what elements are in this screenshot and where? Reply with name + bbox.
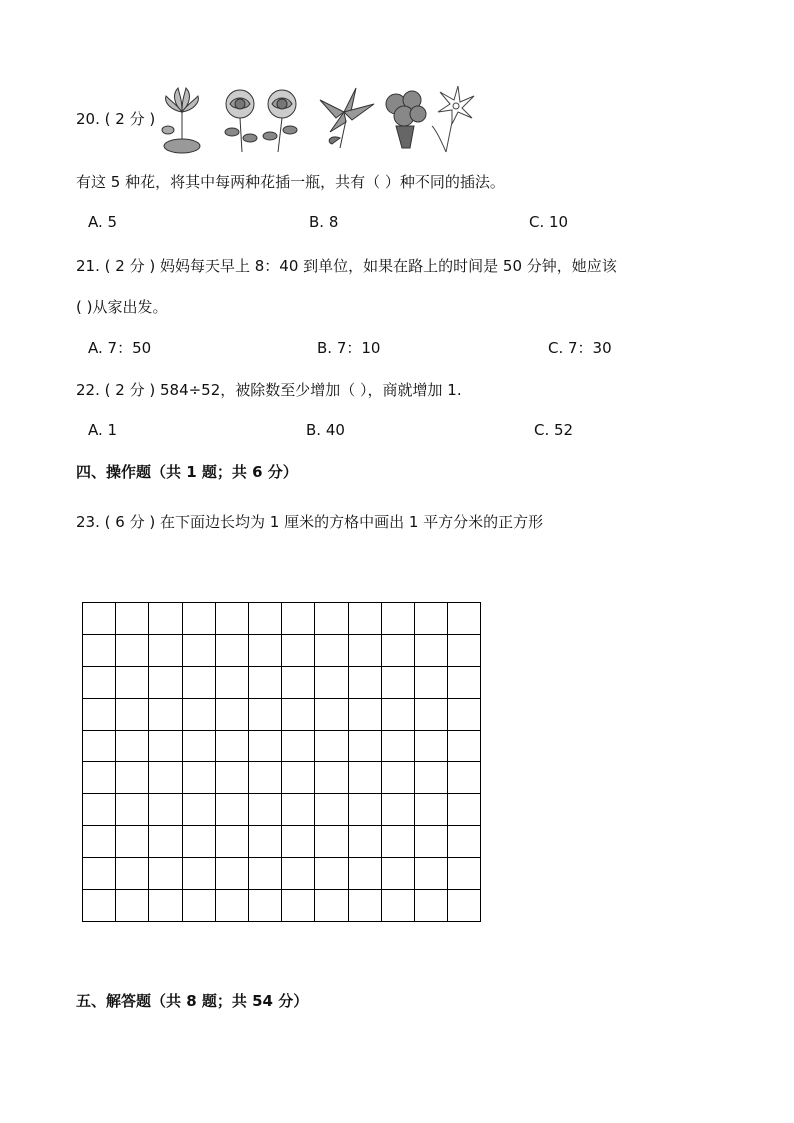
grid-cell[interactable] bbox=[348, 794, 381, 826]
grid-cell[interactable] bbox=[149, 762, 182, 794]
grid-cell[interactable] bbox=[282, 890, 315, 922]
grid-cell[interactable] bbox=[116, 603, 149, 635]
grid-cell[interactable] bbox=[149, 603, 182, 635]
question-21-line1 bbox=[76, 255, 617, 276]
q20-option-c[interactable]: C. 10 bbox=[529, 213, 569, 231]
grid-cell[interactable] bbox=[282, 666, 315, 698]
grid-cell[interactable] bbox=[414, 890, 447, 922]
grid-cell[interactable] bbox=[149, 698, 182, 730]
grid-cell[interactable] bbox=[315, 666, 348, 698]
grid-cell[interactable] bbox=[448, 890, 481, 922]
grid-cell[interactable] bbox=[83, 634, 116, 666]
question-20-header bbox=[76, 108, 155, 129]
grid-cell[interactable] bbox=[282, 858, 315, 890]
grid-cell[interactable] bbox=[215, 666, 248, 698]
rose-icon bbox=[263, 90, 297, 152]
grid-cell[interactable] bbox=[448, 762, 481, 794]
question-points: ( 2 分 ) bbox=[104, 381, 156, 399]
grid-row bbox=[83, 794, 481, 826]
grid-cell[interactable] bbox=[381, 698, 414, 730]
grid-cell[interactable] bbox=[215, 826, 248, 858]
grid-cell[interactable] bbox=[282, 762, 315, 794]
question-number: 23. bbox=[76, 513, 100, 531]
grid-cell[interactable] bbox=[248, 858, 281, 890]
grid-cell[interactable] bbox=[215, 603, 248, 635]
grid-cell[interactable] bbox=[149, 666, 182, 698]
grid-cell[interactable] bbox=[116, 762, 149, 794]
question-number: 20. bbox=[76, 110, 100, 128]
grid-cell[interactable] bbox=[248, 890, 281, 922]
grid-cell[interactable] bbox=[348, 666, 381, 698]
grid-cell[interactable] bbox=[315, 698, 348, 730]
grid-cell[interactable] bbox=[149, 858, 182, 890]
grid-cell[interactable] bbox=[116, 858, 149, 890]
grid-row bbox=[83, 858, 481, 890]
question-points: ( 2 分 ) bbox=[104, 110, 156, 128]
grid-row bbox=[83, 634, 481, 666]
grid-cell[interactable] bbox=[149, 794, 182, 826]
grid-cell[interactable] bbox=[448, 634, 481, 666]
question-23-stem: 在下面边长均为 1 厘米的方格中画出 1 平方分米的正方形 bbox=[159, 513, 544, 531]
grid-cell[interactable] bbox=[315, 890, 348, 922]
grid-cell[interactable] bbox=[381, 603, 414, 635]
question-points: ( 6 分 ) bbox=[104, 513, 156, 531]
grid-cell[interactable] bbox=[248, 603, 281, 635]
grid-cell[interactable] bbox=[348, 730, 381, 762]
grid-cell[interactable] bbox=[149, 826, 182, 858]
grid-cell[interactable] bbox=[282, 794, 315, 826]
grid-cell[interactable] bbox=[215, 730, 248, 762]
grid-cell[interactable] bbox=[381, 826, 414, 858]
grid-cell[interactable] bbox=[182, 698, 215, 730]
grid-cell[interactable] bbox=[448, 858, 481, 890]
grid-cell[interactable] bbox=[215, 634, 248, 666]
grid-cell[interactable] bbox=[116, 826, 149, 858]
grid-cell[interactable] bbox=[348, 858, 381, 890]
grid-cell[interactable] bbox=[248, 794, 281, 826]
grid-cell[interactable] bbox=[381, 794, 414, 826]
grid-cell[interactable] bbox=[414, 858, 447, 890]
grid-cell[interactable] bbox=[448, 794, 481, 826]
flowers-image bbox=[160, 82, 480, 156]
grid-cell[interactable] bbox=[414, 634, 447, 666]
question-21-line2: ( )从家出发。 bbox=[76, 298, 168, 316]
question-number: 22. bbox=[76, 381, 100, 399]
grid-cell[interactable] bbox=[381, 890, 414, 922]
grid-cell[interactable] bbox=[83, 858, 116, 890]
q20-option-a[interactable]: A. 5 bbox=[88, 213, 118, 231]
q22-option-b[interactable]: B. 40 bbox=[306, 421, 345, 439]
lily-icon bbox=[320, 88, 374, 148]
grid-cell[interactable] bbox=[215, 890, 248, 922]
grid-cell[interactable] bbox=[248, 730, 281, 762]
grid-cell[interactable] bbox=[215, 858, 248, 890]
question-number: 21. bbox=[76, 257, 100, 275]
grid-cell[interactable] bbox=[315, 794, 348, 826]
grid-cell[interactable] bbox=[149, 730, 182, 762]
grid-cell[interactable] bbox=[116, 890, 149, 922]
grid-row bbox=[83, 603, 481, 635]
grid-cell[interactable] bbox=[83, 826, 116, 858]
question-20-stem: 有这 5 种花，将其中每两种花插一瓶，共有（ ）种不同的插法。 bbox=[76, 173, 505, 191]
grid-cell[interactable] bbox=[348, 634, 381, 666]
grid-cell[interactable] bbox=[83, 890, 116, 922]
q20-option-b[interactable]: B. 8 bbox=[309, 213, 339, 231]
question-22-stem: 584÷52，被除数至少增加（ ），商就增加 1. bbox=[159, 381, 462, 399]
grid-cell[interactable] bbox=[448, 698, 481, 730]
grid-cell[interactable] bbox=[315, 730, 348, 762]
grid-cell[interactable] bbox=[83, 762, 116, 794]
grid-cell[interactable] bbox=[414, 794, 447, 826]
grid-cell[interactable] bbox=[182, 666, 215, 698]
grid-cell[interactable] bbox=[315, 762, 348, 794]
grid-cell[interactable] bbox=[315, 858, 348, 890]
grid-cell[interactable] bbox=[248, 762, 281, 794]
question-21-stem: 妈妈每天早上 8：40 到单位，如果在路上的时间是 50 分钟，她应该 bbox=[159, 257, 617, 275]
grid-cell[interactable] bbox=[381, 666, 414, 698]
grid-row bbox=[83, 826, 481, 858]
grid-cell[interactable] bbox=[348, 603, 381, 635]
grid-cell[interactable] bbox=[448, 603, 481, 635]
grid-cell[interactable] bbox=[182, 890, 215, 922]
grid-cell[interactable] bbox=[83, 698, 116, 730]
grid-cell[interactable] bbox=[414, 666, 447, 698]
grid-cell[interactable] bbox=[182, 858, 215, 890]
question-points: ( 2 分 ) bbox=[104, 257, 156, 275]
grid-cell[interactable] bbox=[215, 794, 248, 826]
question-23-line bbox=[76, 511, 543, 532]
grid-cell[interactable] bbox=[182, 603, 215, 635]
narcissus-icon bbox=[432, 86, 474, 152]
grid-cell[interactable] bbox=[381, 858, 414, 890]
rose-icon bbox=[225, 90, 257, 152]
grid-row bbox=[83, 666, 481, 698]
grid-cell[interactable] bbox=[248, 826, 281, 858]
grid-row bbox=[83, 762, 481, 794]
drawing-grid[interactable] bbox=[82, 602, 481, 922]
grid-cell[interactable] bbox=[315, 634, 348, 666]
grid-cell[interactable] bbox=[248, 666, 281, 698]
grid-cell[interactable] bbox=[381, 634, 414, 666]
q22-option-a[interactable]: A. 1 bbox=[88, 421, 118, 439]
grid-cell[interactable] bbox=[348, 826, 381, 858]
grid-row bbox=[83, 730, 481, 762]
grid-cell[interactable] bbox=[282, 698, 315, 730]
q21-option-c[interactable]: C. 7：30 bbox=[548, 339, 612, 357]
grid-cell[interactable] bbox=[448, 826, 481, 858]
grid-table[interactable] bbox=[82, 602, 481, 922]
grid-cell[interactable] bbox=[282, 730, 315, 762]
grid-cell[interactable] bbox=[116, 730, 149, 762]
grid-cell[interactable] bbox=[414, 762, 447, 794]
grid-cell[interactable] bbox=[149, 890, 182, 922]
grid-cell[interactable] bbox=[116, 794, 149, 826]
q21-option-b[interactable]: B. 7：10 bbox=[317, 339, 381, 357]
grid-cell[interactable] bbox=[116, 634, 149, 666]
grid-cell[interactable] bbox=[414, 730, 447, 762]
grid-cell[interactable] bbox=[116, 666, 149, 698]
grid-cell[interactable] bbox=[83, 794, 116, 826]
grid-cell[interactable] bbox=[414, 698, 447, 730]
question-22-line bbox=[76, 379, 462, 400]
grid-cell[interactable] bbox=[149, 634, 182, 666]
grid-cell[interactable] bbox=[248, 698, 281, 730]
grid-cell[interactable] bbox=[381, 730, 414, 762]
grid-cell[interactable] bbox=[116, 698, 149, 730]
grid-cell[interactable] bbox=[83, 730, 116, 762]
grid-cell[interactable] bbox=[414, 603, 447, 635]
grid-row bbox=[83, 698, 481, 730]
grid-cell[interactable] bbox=[282, 826, 315, 858]
grid-cell[interactable] bbox=[348, 890, 381, 922]
lotus-icon bbox=[162, 88, 200, 153]
grid-cell[interactable] bbox=[182, 762, 215, 794]
q22-option-c[interactable]: C. 52 bbox=[534, 421, 574, 439]
grid-cell[interactable] bbox=[348, 762, 381, 794]
grid-cell[interactable] bbox=[282, 634, 315, 666]
grid-cell[interactable] bbox=[182, 730, 215, 762]
grid-cell[interactable] bbox=[414, 826, 447, 858]
grid-cell[interactable] bbox=[315, 826, 348, 858]
grid-cell[interactable] bbox=[348, 698, 381, 730]
grid-cell[interactable] bbox=[282, 603, 315, 635]
grid-cell[interactable] bbox=[448, 666, 481, 698]
section-5-title: 五、解答题（共 8 题；共 54 分） bbox=[76, 992, 309, 1010]
section-4-title: 四、操作题（共 1 题；共 6 分） bbox=[76, 463, 298, 481]
grid-cell[interactable] bbox=[215, 762, 248, 794]
grid-cell[interactable] bbox=[315, 603, 348, 635]
grid-cell[interactable] bbox=[215, 698, 248, 730]
grid-cell[interactable] bbox=[83, 603, 116, 635]
grid-cell[interactable] bbox=[182, 634, 215, 666]
grid-cell[interactable] bbox=[182, 794, 215, 826]
grid-cell[interactable] bbox=[248, 634, 281, 666]
grid-cell[interactable] bbox=[182, 826, 215, 858]
grid-row bbox=[83, 890, 481, 922]
grid-cell[interactable] bbox=[448, 730, 481, 762]
mum-icon bbox=[386, 91, 426, 148]
q21-option-a[interactable]: A. 7：50 bbox=[88, 339, 152, 357]
grid-cell[interactable] bbox=[381, 762, 414, 794]
grid-cell[interactable] bbox=[83, 666, 116, 698]
